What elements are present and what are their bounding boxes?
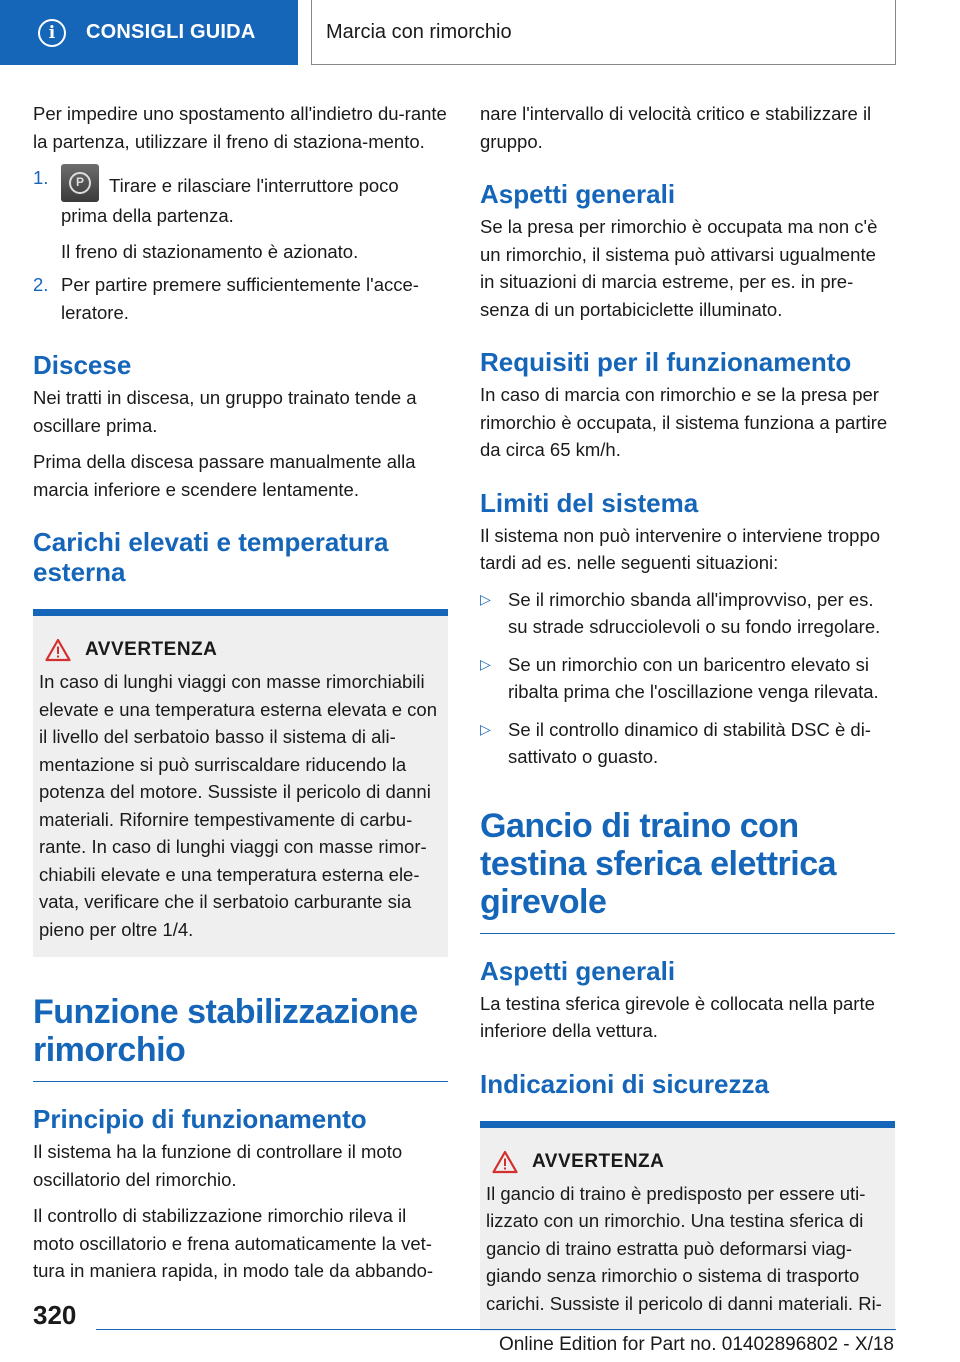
warning-title: AVVERTENZA	[85, 639, 218, 660]
right-column	[480, 100, 895, 1331]
triangle-bullet-icon: ▷	[480, 590, 491, 607]
section-label: CONSIGLI GUIDA	[86, 21, 256, 43]
footer-edition: Online Edition for Part no. 01402896802 - X/18	[498, 1334, 894, 1355]
sicurezza-heading: Indicazioni di sicurezza	[480, 1068, 769, 1099]
requisiti-heading: Requisiti per il funzionamento	[480, 347, 852, 377]
continuation-paragraph: nare l'intervallo di velocità critico e stabilizzare il gruppo.	[480, 103, 872, 152]
info-icon: i	[38, 19, 66, 47]
discese-paragraph-2: Prima della discesa passare manualmente alla marcia inferiore e scendere lentamente.	[33, 451, 416, 500]
list-item: ▷ Se il controllo dinamico di stabilità DSC è di-sattivato o guasto.	[480, 716, 895, 771]
list-item: ▷ Se il rimorchio sbanda all'improvviso, per es. su strade sdrucciolevoli o su fondo irregolare.	[480, 586, 895, 641]
step-subtext: Il freno di stazionamento è azionato.	[61, 240, 359, 262]
page-number: 320	[33, 1300, 77, 1330]
step-text: Tirare e rilasciare l'interruttore poco prima della partenza.	[61, 175, 399, 226]
limiti-list	[480, 586, 895, 771]
parking-brake-icon: P	[61, 164, 99, 202]
limiti-paragraph: Il sistema non può intervenire o interviene troppo tardi ad es. nelle seguenti situazioni:	[480, 524, 881, 573]
requisiti-paragraph: In caso di marcia con rimorchio e se la presa per rimorchio è occupata, il sistema funziona a partire da circa 65 km/h.	[480, 384, 888, 460]
left-column	[33, 100, 448, 1294]
funzione-heading: Funzione stabilizzazione rimorchio	[33, 993, 448, 1082]
carichi-heading: Carichi elevati e temperatura esterna	[33, 527, 389, 587]
footer-divider	[96, 1329, 896, 1330]
warning-triangle-icon	[45, 638, 71, 662]
page-title: Marcia con rimorchio	[311, 0, 896, 65]
intro-paragraph: Per impedire uno spostamento all'indietro du-rante la partenza, utilizzare il freno di staziona-mento.	[33, 103, 447, 152]
warning-box	[480, 1121, 895, 1332]
warning-box	[33, 609, 448, 957]
warning-text: In caso di lunghi viaggi con masse rimorchiabili elevate e una temperatura esterna elevata e con il livello del serbatoio basso il sistema di ali-mentazione si può surriscaldare riducendo la potenza del motore. Sussiste il pericolo di danni materiali. Rifornire tempestivamente di carbu-rante. In caso di lunghi viaggi con masse rimor-chiabili elevate e una temperatura esterna ele-vata, verificare che il serbatoio carburante sia pieno per oltre 1/4.	[39, 671, 438, 940]
aspetti-generali-paragraph: Se la presa per rimorchio è occupata ma non c'è un rimorchio, il sistema può attivarsi ugualmente in situazioni di marcia estreme, per es. in pre-senza di un portabiciclette illuminato.	[480, 216, 878, 320]
triangle-bullet-icon: ▷	[480, 720, 491, 737]
gancio-aspetti-heading: Aspetti generali	[480, 955, 676, 986]
step-item	[33, 164, 448, 265]
list-item: ▷ Se un rimorchio con un baricentro elevato si ribalta prima che l'oscillazione venga rilevata.	[480, 651, 895, 706]
step-item	[33, 271, 448, 326]
principio-heading: Principio di funzionamento	[33, 1104, 367, 1134]
step-text: Per partire premere sufficientemente l'acce-leratore.	[61, 274, 419, 323]
triangle-bullet-icon: ▷	[480, 655, 491, 672]
section-tab	[0, 0, 298, 65]
gancio-heading: Gancio di traino con testina sferica elettrica girevole	[480, 807, 895, 934]
warning-title: AVVERTENZA	[532, 1150, 665, 1172]
warning-text: Il gancio di traino è predisposto per essere uti-lizzato con un rimorchio. Una testina sferica di gancio di traino estratta può deformarsi viag-giando senza rimorchio o sistema di trasporto carichi. Sussiste il pericolo di danni materiali. Ri-	[486, 1182, 882, 1314]
warning-triangle-icon	[492, 1150, 518, 1174]
step-number: 2.	[33, 274, 49, 295]
aspetti-generali-heading: Aspetti generali	[480, 179, 676, 209]
discese-heading: Discese	[33, 350, 132, 380]
principio-paragraph-2: Il controllo di stabilizzazione rimorchio rileva il moto oscillatorio e frena automaticamente la vet-tura in maniera rapida, in modo tale da abbando-	[33, 1205, 434, 1281]
gancio-aspetti-paragraph: La testina sferica girevole è collocata nella parte inferiore della vettura.	[480, 992, 875, 1041]
step-number: 1.	[33, 167, 49, 188]
limiti-heading: Limiti del sistema	[480, 487, 699, 518]
steps-list	[33, 164, 448, 326]
discese-paragraph-1: Nei tratti in discesa, un gruppo trainato tende a oscillare prima.	[33, 387, 417, 436]
principio-paragraph-1: Il sistema ha la funzione di controllare il moto oscillatorio del rimorchio.	[33, 1141, 403, 1190]
